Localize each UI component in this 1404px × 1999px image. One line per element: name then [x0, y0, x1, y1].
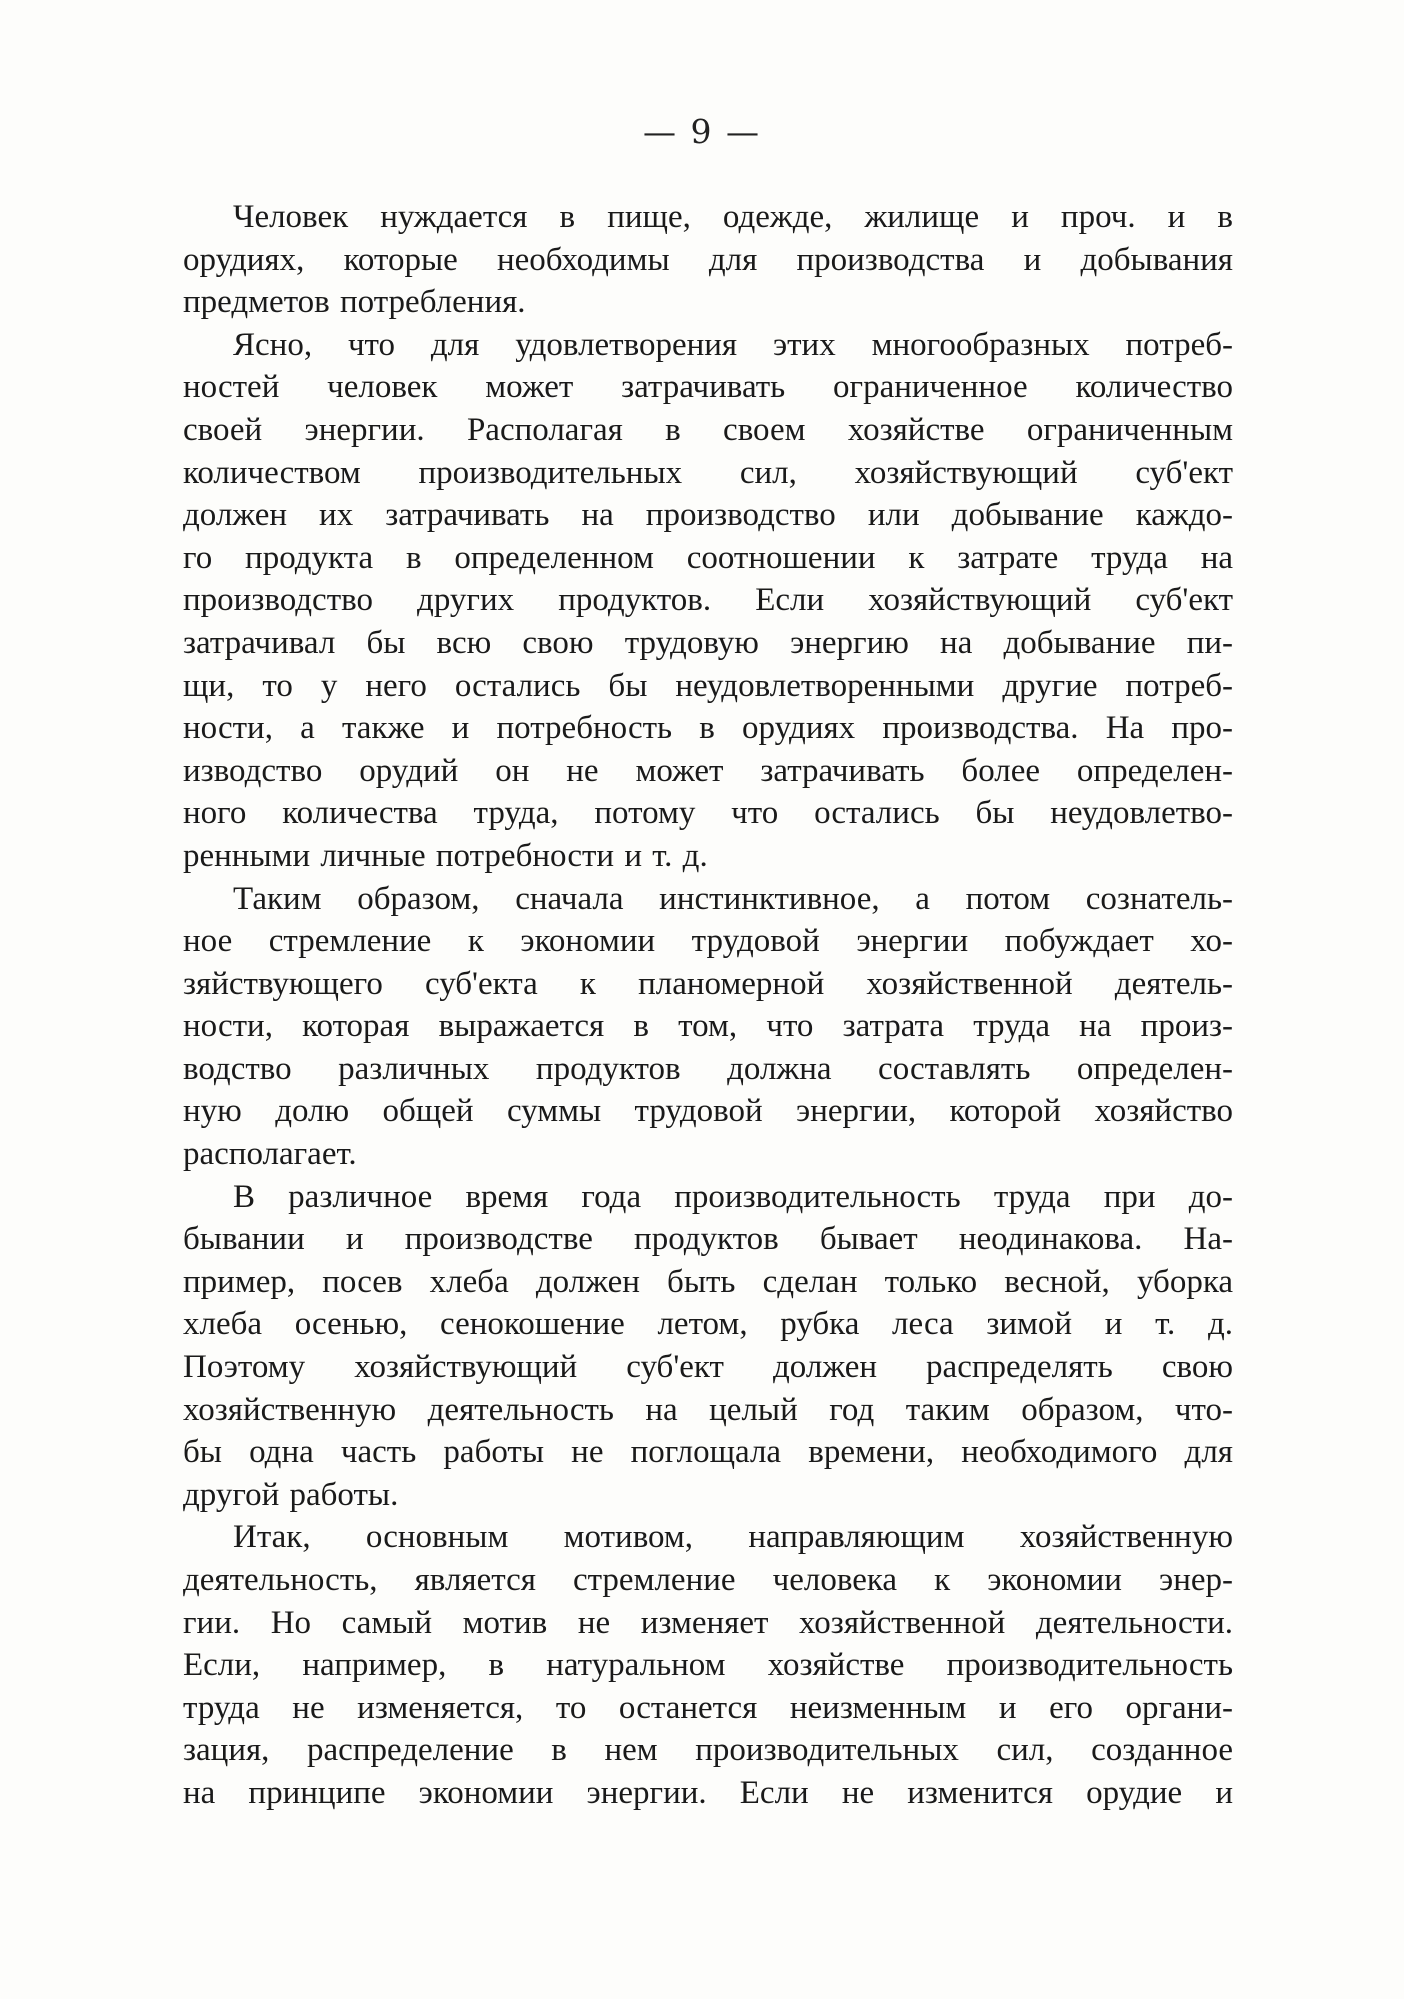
text-line: производство других продуктов. Если хозяйствующий суб'ект [183, 582, 1233, 619]
paragraph-5 [183, 1516, 1233, 1814]
text-line: Итак, основным мотивом, направляющим хозяйственную [233, 1519, 1233, 1556]
paragraph-2 [183, 324, 1233, 878]
text-line: В различное время года производительность труда при до- [233, 1178, 1233, 1215]
text-line: щи, то у него остались бы неудовлетворенными другие потреб- [183, 667, 1233, 704]
text-line: количеством производительных сил, хозяйствующий суб'ект [183, 454, 1233, 491]
body-text [183, 196, 1233, 1815]
text-line: ности, а также и потребность в орудиях производства. На про- [183, 710, 1233, 747]
text-line: Человек нуждается в пище, одежде, жилище и проч. и в [233, 199, 1233, 235]
text-line: ное стремление к экономии трудовой энергии побуждает хо- [183, 923, 1233, 960]
text-line: орудиях, которые необходимы для производства и добывания [183, 241, 1233, 278]
text-line: бы одна часть работы не поглощала времени, необходимого для [183, 1434, 1233, 1471]
text-line: зяйствующего суб'екта к планомерной хозяйственной деятель- [183, 965, 1233, 1002]
paragraph-1 [183, 196, 1233, 324]
text-line: на принципе экономии энергии. Если не изменится орудие и [183, 1774, 1233, 1811]
text-line: изводство орудий он не может затрачивать более определен- [183, 752, 1233, 789]
text-line: зация, распределение в нем производительных сил, созданное [183, 1732, 1233, 1769]
text-line: бывании и производстве продуктов бывает неодинакова. На- [183, 1221, 1233, 1258]
text-line: ностей человек может затрачивать ограниченное количество [183, 369, 1233, 406]
text-line: другой работы. [183, 1476, 399, 1513]
text-line: гии. Но самый мотив не изменяет хозяйственной деятельности. [183, 1604, 1233, 1641]
text-line: предметов потребления. [183, 284, 526, 321]
text-line: труда не изменяется, то останется неизменным и его органи- [183, 1689, 1233, 1726]
text-line: ного количества труда, потому что остались бы неудовлетво- [183, 795, 1233, 832]
text-line: Таким образом, сначала инстинктивное, а потом сознатель- [233, 880, 1233, 917]
text-line: своей энергии. Располагая в своем хозяйстве ограниченным [183, 411, 1233, 448]
page-number: — 9 — [643, 112, 761, 151]
text-line: деятельность, является стремление человека к экономии энер- [183, 1562, 1233, 1598]
text-line: водство различных продуктов должна составлять определен- [183, 1050, 1233, 1087]
text-line: ную долю общей суммы трудовой энергии, которой хозяйство [183, 1093, 1233, 1130]
text-line: хозяйственную деятельность на целый год таким образом, что- [183, 1391, 1233, 1428]
text-line: хлеба осенью, сенокошение летом, рубка леса зимой и т. д. [183, 1306, 1233, 1343]
text-line: располагает. [183, 1136, 357, 1173]
text-line: Ясно, что для удовлетворения этих многообразных потреб- [233, 326, 1233, 363]
text-line: Поэтому хозяйствующий суб'ект должен распределять свою [183, 1349, 1233, 1386]
text-line: Если, например, в натуральном хозяйстве производительность [183, 1647, 1233, 1684]
text-line: пример, посев хлеба должен быть сделан только весной, уборка [183, 1263, 1233, 1300]
text-line: должен их затрачивать на производство или добывание каждо- [183, 497, 1233, 534]
paragraph-4 [183, 1176, 1233, 1517]
text-line: ности, которая выражается в том, что затрата труда на произ- [183, 1008, 1233, 1045]
text-line: го продукта в определенном соотношении к затрате труда на [183, 539, 1233, 576]
text-line: ренными личные потребности и т. д. [183, 837, 708, 874]
paragraph-3 [183, 878, 1233, 1176]
text-line: затрачивал бы всю свою трудовую энергию на добывание пи- [183, 624, 1233, 661]
